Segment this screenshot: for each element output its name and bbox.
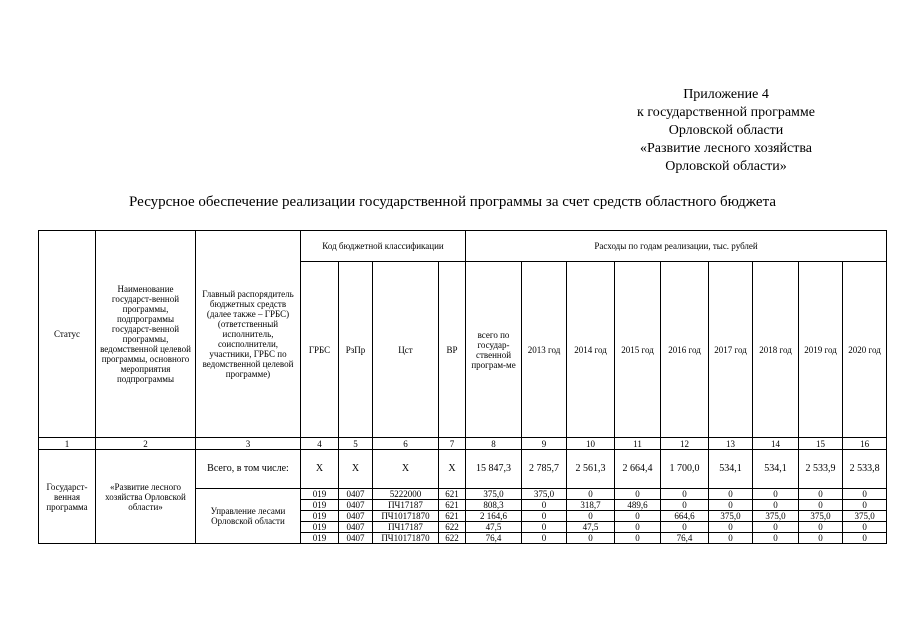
cell-vr: 622 — [439, 533, 466, 544]
cell-value: 0 — [615, 522, 661, 533]
cell-value: 0 — [567, 533, 615, 544]
total-label: Всего, в том числе: — [196, 450, 301, 489]
total-value: 534,1 — [753, 450, 799, 489]
column-number: 16 — [843, 438, 887, 450]
cell-grbs: 019 — [301, 489, 339, 500]
cell-value: 0 — [799, 533, 843, 544]
cell-value: 375,0 — [799, 511, 843, 522]
cell-value: 0 — [522, 522, 567, 533]
header-total: всего по государ-ственной програм-ме — [466, 262, 522, 438]
cell-vr: 621 — [439, 489, 466, 500]
cell-value: 0 — [615, 511, 661, 522]
header-grbs-main: Главный распорядитель бюджетных средств (далее также – ГРБС) (ответственный исполнитель, соисполнители, участники, ГРБС по ведомственной целевой программе) — [196, 231, 301, 438]
cell-value: 0 — [753, 533, 799, 544]
cell-value: 0 — [843, 489, 887, 500]
cell-value: 0 — [615, 533, 661, 544]
cell-value: 664,6 — [661, 511, 709, 522]
column-number: 3 — [196, 438, 301, 450]
cell-value: 375,0 — [709, 511, 753, 522]
appendix-line-1: Приложение 4 — [683, 87, 769, 102]
cell-value: 0 — [843, 522, 887, 533]
appendix-line-2: к государственной программе — [637, 105, 815, 120]
cell-value: 0 — [753, 522, 799, 533]
header-year: 2016 год — [661, 262, 709, 438]
column-number: 11 — [615, 438, 661, 450]
cell-value: 76,4 — [661, 533, 709, 544]
table-row-total — [39, 450, 887, 489]
cell-value: 808,3 — [466, 500, 522, 511]
cell-grbs: 019 — [301, 522, 339, 533]
cell-cst: ПЧ17187 — [373, 500, 439, 511]
total-grbs: Х — [301, 450, 339, 489]
cell-value: 0 — [843, 500, 887, 511]
total-value: 1 700,0 — [661, 450, 709, 489]
row-program-name: «Развитие лесного хозяйства Орловской области» — [96, 450, 196, 544]
cell-value: 489,6 — [615, 500, 661, 511]
header-status: Статус — [39, 231, 96, 438]
total-rzpr: Х — [339, 450, 373, 489]
cell-value: 0 — [799, 489, 843, 500]
column-number: 15 — [799, 438, 843, 450]
cell-rzpr: 0407 — [339, 522, 373, 533]
cell-value: 47,5 — [466, 522, 522, 533]
cell-value: 0 — [799, 500, 843, 511]
header-year: 2014 год — [567, 262, 615, 438]
cell-value: 375,0 — [843, 511, 887, 522]
cell-value: 0 — [709, 489, 753, 500]
executor-label: Управление лесами Орловской области — [196, 489, 301, 544]
cell-value: 0 — [522, 500, 567, 511]
cell-value: 0 — [753, 500, 799, 511]
total-value: 2 533,9 — [799, 450, 843, 489]
cell-value: 2 164,6 — [466, 511, 522, 522]
cell-value: 318,7 — [567, 500, 615, 511]
column-number: 5 — [339, 438, 373, 450]
cell-cst: ПЧ17187 — [373, 522, 439, 533]
cell-grbs: 019 — [301, 511, 339, 522]
column-number: 2 — [96, 438, 196, 450]
appendix-line-5: Орловской области» — [665, 159, 787, 174]
header-grbs: ГРБС — [301, 262, 339, 438]
column-number: 6 — [373, 438, 439, 450]
total-value: 2 664,4 — [615, 450, 661, 489]
column-number: 8 — [466, 438, 522, 450]
cell-value: 0 — [709, 500, 753, 511]
total-value: 2 785,7 — [522, 450, 567, 489]
cell-value: 0 — [753, 489, 799, 500]
header-year: 2017 год — [709, 262, 753, 438]
cell-grbs: 019 — [301, 500, 339, 511]
cell-vr: 621 — [439, 511, 466, 522]
cell-value: 0 — [709, 522, 753, 533]
cell-cst: 5222000 — [373, 489, 439, 500]
column-number: 12 — [661, 438, 709, 450]
column-number: 14 — [753, 438, 799, 450]
appendix-line-3: Орловской области — [668, 123, 784, 138]
header-code-group: Код бюджетной классификации — [301, 231, 466, 262]
appendix-block — [637, 86, 815, 176]
appendix-line-4: «Развитие лесного хозяйства — [640, 141, 813, 156]
total-value: 15 847,3 — [466, 450, 522, 489]
header-year: 2018 год — [753, 262, 799, 438]
header-rzpr: РзПр — [339, 262, 373, 438]
cell-value: 0 — [661, 500, 709, 511]
column-number: 7 — [439, 438, 466, 450]
cell-value: 47,5 — [567, 522, 615, 533]
header-name: Наименование государст-венной программы, подпрограммы государст-венной программы, ведомственной целевой программы, основного мероприятия подпрограммы — [96, 231, 196, 438]
header-year: 2019 год — [799, 262, 843, 438]
column-number: 1 — [39, 438, 96, 450]
cell-value: 0 — [567, 511, 615, 522]
header-expenses-group: Расходы по годам реализации, тыс. рублей — [466, 231, 887, 262]
header-year: 2020 год — [843, 262, 887, 438]
cell-rzpr: 0407 — [339, 533, 373, 544]
cell-rzpr: 0407 — [339, 511, 373, 522]
cell-value: 375,0 — [522, 489, 567, 500]
header-year: 2013 год — [522, 262, 567, 438]
cell-rzpr: 0407 — [339, 489, 373, 500]
cell-value: 0 — [661, 522, 709, 533]
cell-cst: ПЧ10171870 — [373, 533, 439, 544]
cell-value: 375,0 — [466, 489, 522, 500]
column-number: 9 — [522, 438, 567, 450]
cell-value: 76,4 — [466, 533, 522, 544]
cell-value: 375,0 — [753, 511, 799, 522]
cell-value: 0 — [522, 533, 567, 544]
cell-value: 0 — [661, 489, 709, 500]
cell-value: 0 — [567, 489, 615, 500]
column-number: 4 — [301, 438, 339, 450]
header-vr: ВР — [439, 262, 466, 438]
cell-grbs: 019 — [301, 533, 339, 544]
cell-vr: 621 — [439, 500, 466, 511]
cell-value: 0 — [799, 522, 843, 533]
total-vr: Х — [439, 450, 466, 489]
document-title: Ресурсное обеспечение реализации государственной программы за счет средств областного бюджета — [129, 194, 776, 210]
cell-value: 0 — [522, 511, 567, 522]
cell-value: 0 — [709, 533, 753, 544]
resource-table — [38, 230, 887, 544]
cell-value: 0 — [615, 489, 661, 500]
column-number-row — [39, 438, 887, 450]
header-year: 2015 год — [615, 262, 661, 438]
cell-vr: 622 — [439, 522, 466, 533]
column-number: 10 — [567, 438, 615, 450]
total-cst: Х — [373, 450, 439, 489]
cell-cst: ПЧ10171870 — [373, 511, 439, 522]
cell-value: 0 — [843, 533, 887, 544]
total-value: 2 533,8 — [843, 450, 887, 489]
row-status: Государст-венная программа — [39, 450, 96, 544]
total-value: 534,1 — [709, 450, 753, 489]
column-number: 13 — [709, 438, 753, 450]
header-cst: Цст — [373, 262, 439, 438]
cell-rzpr: 0407 — [339, 500, 373, 511]
total-value: 2 561,3 — [567, 450, 615, 489]
